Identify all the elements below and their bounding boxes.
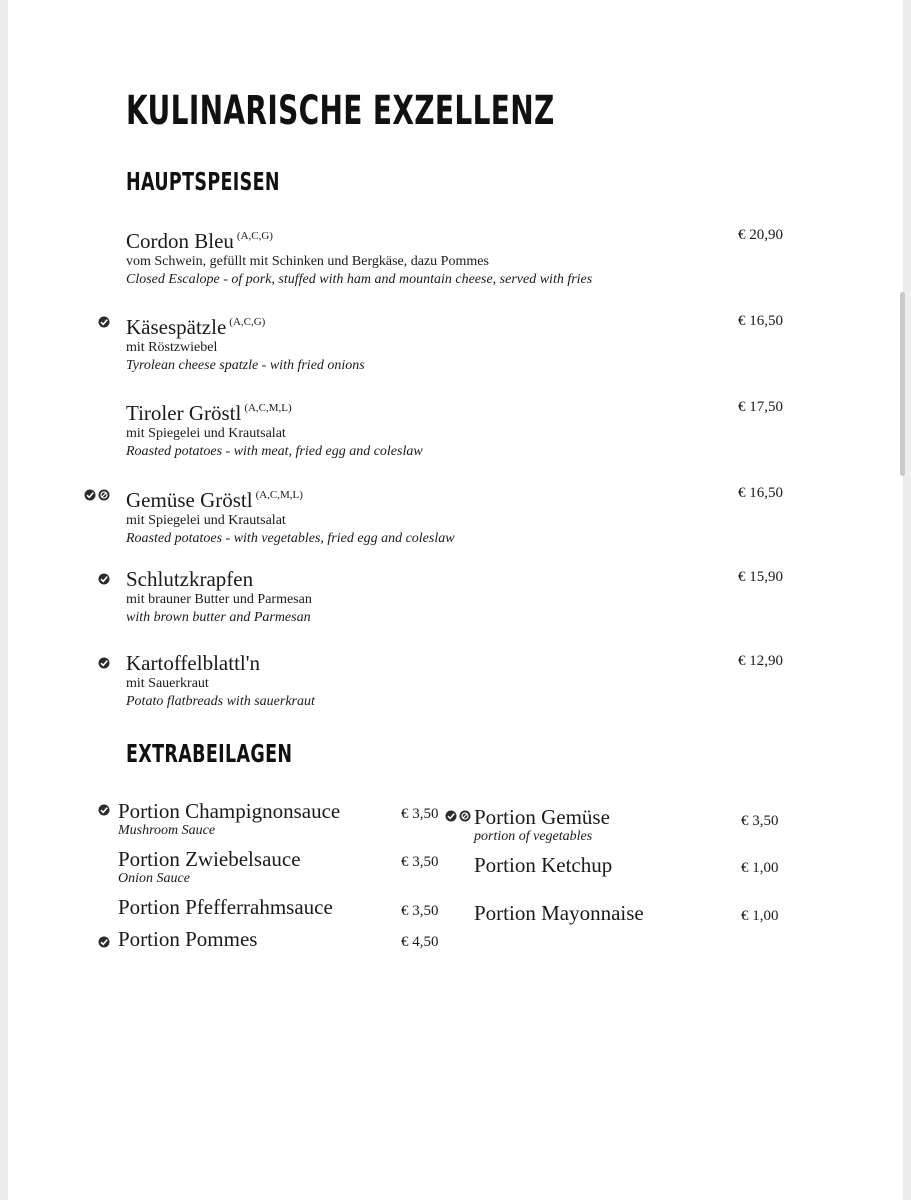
dish-price: € 16,50: [738, 485, 783, 501]
side-name: Portion Pfefferrahmsauce: [118, 895, 333, 919]
dish-name: Käsespätzle: [126, 315, 227, 339]
dish-description-en: Closed Escalope - of pork, stuffed with ham and mountain cheese, served with fries: [126, 272, 593, 287]
vegetarian-icon: [98, 657, 110, 669]
dish-description-de: mit brauner Butter und Parmesan: [126, 592, 312, 607]
side-name: Portion Champignonsauce: [118, 799, 341, 823]
side-icons: [98, 936, 110, 948]
vegetarian-icon: [445, 810, 457, 822]
side-item: [474, 805, 610, 845]
dish-description-en: Potato flatbreads with sauerkraut: [126, 694, 315, 709]
dish-item: [126, 310, 365, 375]
side-icons: [98, 804, 110, 816]
section-heading-sides: EXTRABEILAGEN: [126, 739, 293, 768]
dish-item: [126, 651, 315, 711]
dish-icons: [84, 489, 110, 501]
dish-icons: [98, 316, 110, 328]
dish-icons: [98, 573, 110, 585]
side-price: € 3,50: [401, 806, 439, 822]
side-item: [474, 853, 612, 877]
side-item: [118, 927, 257, 951]
vegan-icon: [98, 489, 110, 501]
dish-description-de: mit Sauerkraut: [126, 676, 209, 691]
vegetarian-icon: [98, 573, 110, 585]
dish-price: € 12,90: [738, 653, 783, 669]
vegetarian-icon: [98, 936, 110, 948]
dish-allergens: (A,C,M,L): [255, 489, 303, 501]
side-name: Portion Gemüse: [474, 805, 610, 829]
side-name: Portion Zwiebelsauce: [118, 847, 301, 871]
side-icons: [445, 810, 471, 822]
side-description-en: portion of vegetables: [474, 829, 593, 844]
side-price: € 3,50: [401, 903, 439, 919]
dish-description-de: mit Röstzwiebel: [126, 340, 218, 355]
dish-description-de: vom Schwein, gefüllt mit Schinken und Bergkäse, dazu Pommes: [126, 254, 489, 269]
dish-item: [126, 396, 423, 461]
side-item: [118, 847, 301, 887]
dish-item: [126, 483, 455, 548]
vegan-icon: [459, 810, 471, 822]
side-price: € 3,50: [401, 854, 439, 870]
side-item: [474, 901, 644, 925]
dish-item: [126, 567, 312, 627]
side-price: € 3,50: [741, 813, 779, 829]
dish-description-en: Tyrolean cheese spatzle - with fried onions: [126, 358, 365, 373]
dish-name: Tiroler Gröstl: [126, 401, 242, 425]
dish-name: Gemüse Gröstl: [126, 488, 253, 512]
dish-allergens: (A,C,G): [236, 230, 273, 242]
side-item: [118, 895, 333, 919]
dish-price: € 20,90: [738, 227, 783, 243]
dish-description-en: with brown butter and Parmesan: [126, 610, 311, 625]
dish-allergens: (A,C,G): [229, 316, 266, 328]
side-description-en: Mushroom Sauce: [118, 823, 216, 838]
vegetarian-icon: [98, 804, 110, 816]
dish-price: € 15,90: [738, 569, 783, 585]
side-name: Portion Ketchup: [474, 853, 613, 877]
dish-description-en: Roasted potatoes - with vegetables, fried egg and coleslaw: [126, 531, 455, 546]
dish-icons: [98, 657, 110, 669]
side-name: Portion Mayonnaise: [474, 901, 644, 925]
side-description-en: Onion Sauce: [118, 871, 190, 886]
side-price: € 1,00: [741, 908, 779, 924]
dish-description-en: Roasted potatoes - with meat, fried egg and coleslaw: [126, 444, 423, 459]
scrollbar[interactable]: [900, 292, 905, 476]
dish-allergens: (A,C,M,L): [244, 402, 292, 414]
page-title: KULINARISCHE EXZELLENZ: [126, 88, 555, 134]
menu-page: [8, 0, 903, 1200]
dish-item: [126, 224, 592, 289]
vegetarian-icon: [98, 316, 110, 328]
dish-name: Cordon Bleu: [126, 229, 234, 253]
dish-description-de: mit Spiegelei und Krautsalat: [126, 426, 286, 441]
dish-price: € 17,50: [738, 399, 783, 415]
side-price: € 4,50: [401, 934, 439, 950]
dish-price: € 16,50: [738, 313, 783, 329]
side-name: Portion Pommes: [118, 927, 258, 951]
section-heading-main: HAUPTSPEISEN: [126, 167, 280, 196]
dish-description-de: mit Spiegelei und Krautsalat: [126, 513, 286, 528]
vegetarian-icon: [84, 489, 96, 501]
dish-name: Schlutzkrapfen: [126, 567, 254, 591]
side-price: € 1,00: [741, 860, 779, 876]
side-item: [118, 799, 340, 839]
dish-name: Kartoffelblattl'n: [126, 651, 261, 675]
